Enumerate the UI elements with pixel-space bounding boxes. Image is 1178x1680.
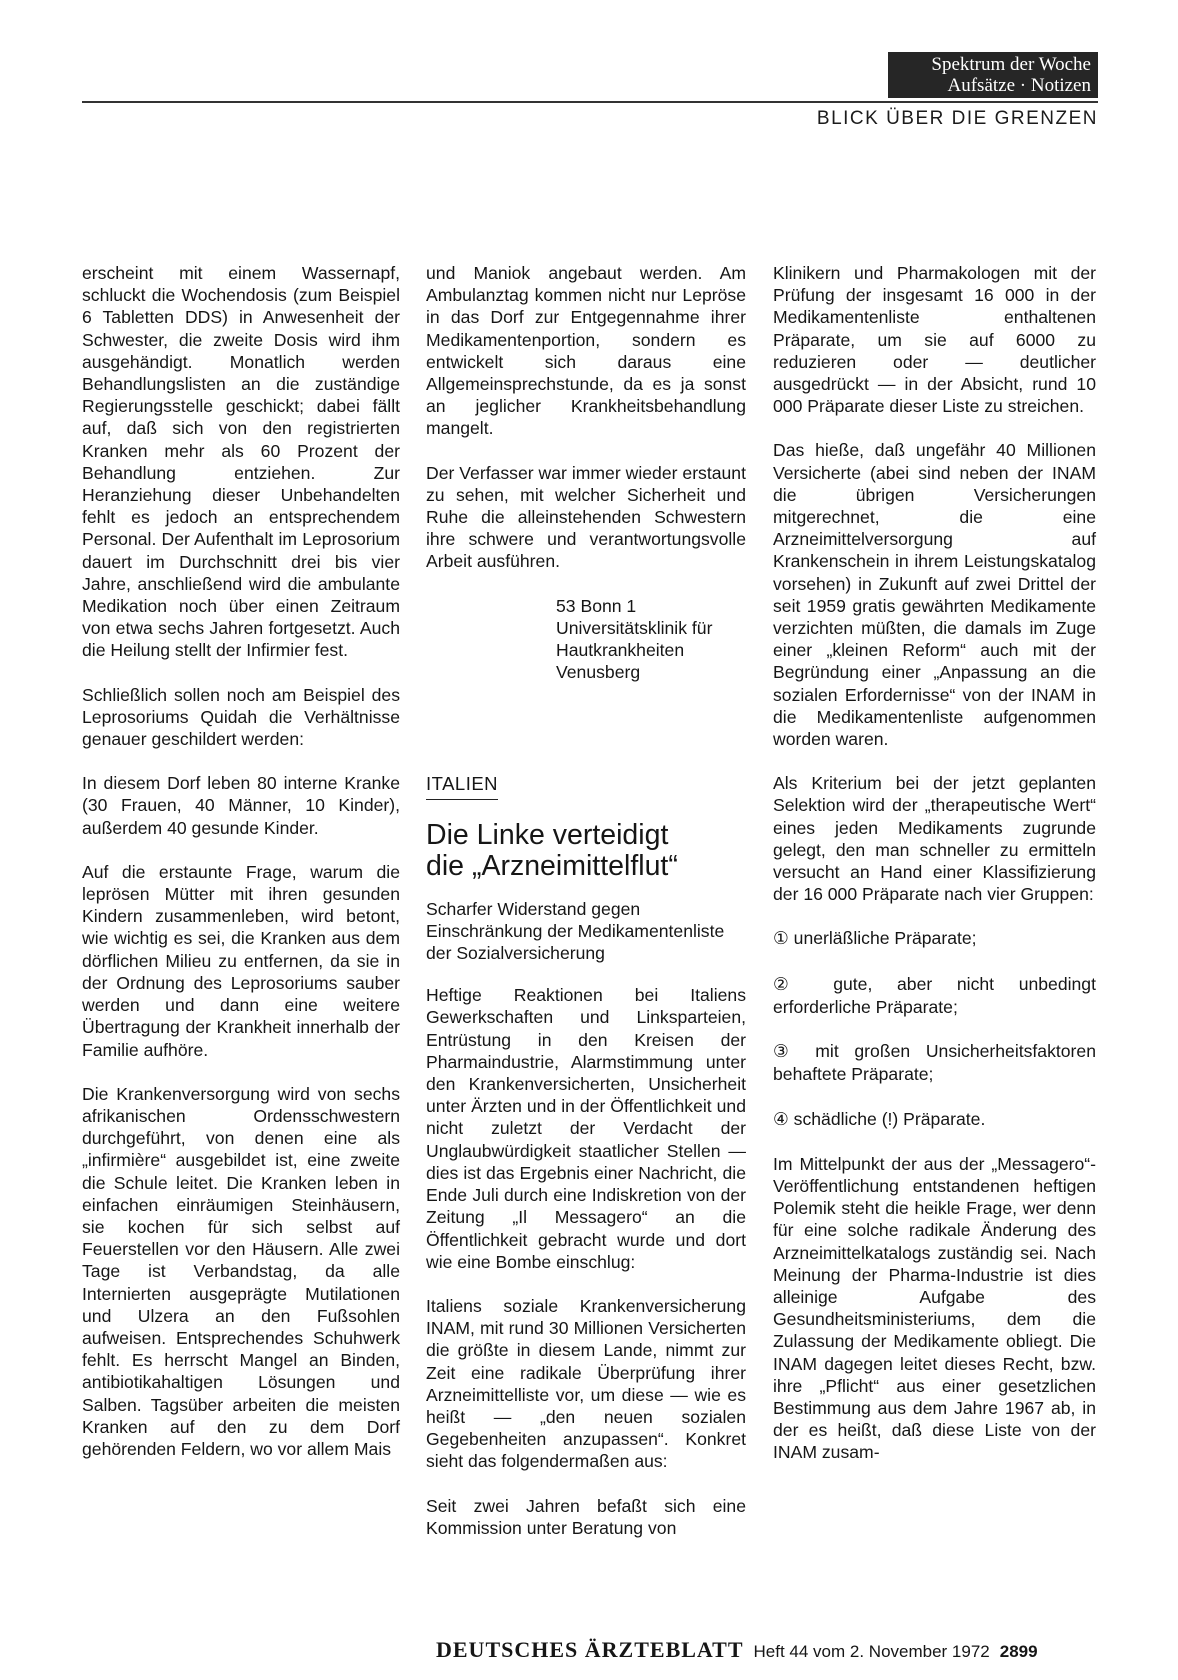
address-line: 53 Bonn 1 [556,595,637,616]
author-address [556,595,746,684]
paragraph: Seit zwei Jahren befaßt sich eine Kommission unter Beratung von [426,1495,746,1538]
journal-section-box [888,52,1098,98]
section-box-line2: Aufsätze · Notizen [947,75,1091,96]
group-item-3 [773,1040,1096,1085]
article-subheadline: Scharfer Widerstand gegen Einschränkung der Medikamentenliste der Sozialversicherung [426,898,725,964]
journal-name: DEUTSCHES ÄRZTEBLATT [436,1637,744,1662]
group-text: gute, aber nicht unbedingt erforderliche Präparate; [773,973,1096,1017]
address-line: Hautkrankheiten [556,640,685,661]
column-1 [82,262,400,1482]
column-3 [773,262,1096,1486]
paragraph: Klinikern und Pharmakologen mit der Prüfung der insgesamt 16 000 in der Medikamentenliste enthaltenen Präparate, um sie auf 6000 zu reduzieren oder — deutlicher ausgedrückt — in der Absicht, rund 10 000 Präparate dieser Liste zu streichen. [773,263,1096,417]
group-item-4 [773,1108,1096,1131]
circled-number: ④ [773,1109,789,1130]
article-kicker: ITALIEN [426,773,498,799]
paragraph: Der Verfasser war immer wieder erstaunt zu sehen, mit welcher Sicherheit und Ruhe die alleinstehenden Schwestern ihre schwere und verantwortungsvolle Arbeit ausführen. [426,462,746,572]
circled-number: ② [773,974,809,995]
issue-info: Heft 44 vom 2. November 1972 [753,1642,990,1661]
group-item-2 [773,973,1096,1018]
paragraph: Auf die erstaunte Frage, warum die leprösen Mütter mit ihren gesunden Kindern zusammenleben, wird betont, wie wichtig es sei, die Kranken aus dem dörflichen Milieu zu entfernen, da sie in der Ordnung des Leprosoriums sauber werden und dann eine weitere Übertragung der Krankheit innerhalb der Familie aufhöre. [82,861,400,1060]
paragraph: Heftige Reaktionen bei Italiens Gewerkschaften und Linksparteien, Entrüstung in den Kreisen der Pharmaindustrie, Alarmstimmung unter den Krankenversicherten, Unsicherheit unter Ärzten und in der Öffentlichkeit und nicht zuletzt der Verdacht der Unglaubwürdigkeit staatlicher Stellen — dies ist das Ergebnis einer Nachricht, die Ende Juli durch eine Indiskretion von der Zeitung „Il Messagero“ an die Öffentlichkeit gebracht wurde und dort wie eine Bombe einschlug: [426,985,746,1272]
header-rule [82,101,1098,103]
paragraph: Die Krankenversorgung wird von sechs afrikanischen Ordensschwestern durchgeführt, von denen eine als „infirmière“ ausgebildet ist, eine zweite die Schule leitet. Die Kranken leben in einfachen einräumigen Steinhäusern, sie kochen für sich selbst auf Feuerstellen vor den Häusern. Alle zwei Tage ist Verbandstag, da alle Internierten ausgeprägte Mutilationen und Ulzera an den Fußsohlen aufweisen. Entsprechendes Schuhwerk fehlt. Es herrscht Mangel an Binden, antibiotikahaltigen Lösungen und Salben. Tagsüber arbeiten die meisten Kranken auf den zu dem Dorf gehörenden Feldern, wo vor allem Mais [82,1083,400,1459]
page-number: 2899 [999,1642,1038,1661]
group-item-1 [773,927,1096,950]
paragraph: In diesem Dorf leben 80 interne Kranke (30 Frauen, 40 Männer, 10 Kinder), außerdem 40 gesunde Kinder. [82,773,400,838]
article-headline [426,820,746,882]
section-label: BLICK ÜBER DIE GRENZEN [816,108,1098,129]
paragraph: Im Mittelpunkt der aus der „Messagero“-Veröffentlichung entstandenen heftigen Polemik steht die heikle Frage, wer denn für eine solche radikale Änderung des Arzneimittelkatalogs zuständig sei. Nach Meinung der Pharma-Industrie ist dies alleinige Aufgabe des Gesundheitsministeriums, dem die Zulassung der Medikamente obliegt. Die INAM dagegen leitet dieses Recht, bzw. ihre „Pflicht“ aus einer gesetzlichen Bestimmung aus dem Jahre 1967 ab, in der es heißt, daß diese Liste von der INAM zusam- [773,1153,1096,1463]
headline-line: die „Arzneimittelflut“ [426,849,678,882]
group-text: mit großen Unsicherheitsfaktoren behaftete Präparate; [773,1041,1096,1085]
column-2 [426,262,746,1561]
paragraph: und Maniok angebaut werden. Am Ambulanztag kommen nicht nur Lepröse in das Dorf zur Entgegennahme ihrer Medikamentenportion, sondern es entwickelt sich daraus eine Allgemeinsprechstunde, da es ja sonst an jeglicher Krankheitsbehandlung mangelt. [426,263,746,439]
group-text: unerläßliche Präparate; [788,928,977,949]
headline-line: Die Linke verteidigt [426,818,669,851]
address-line: Venusberg [556,662,641,683]
page-footer [436,1637,1098,1663]
section-box-line1: Spektrum der Woche [931,54,1091,75]
paragraph: Italiens soziale Krankenversicherung INAM, mit rund 30 Millionen Versicherten die größte in diesem Lande, nimmt zur Zeit eine radikale Überprüfung ihrer Arzneimittelliste vor, um diese — wie es heißt — „den neuen sozialen Gegebenheiten anzupassen“. Konkret sieht das folgendermaßen aus: [426,1295,746,1472]
address-line: Universitätsklinik für [556,617,713,638]
paragraph: erscheint mit einem Wassernapf, schluckt die Wochendosis (zum Beispiel 6 Tabletten DDS) in Anwesenheit der Schwester, die zweite Dosis wird ihm ausgehändigt. Monatlich werden Behandlungslisten an die zuständige Regierungsstelle geschickt; dabei fällt auf, daß sich von den registrierten Kranken mehr als 60 Prozent der Behandlung entziehen. Zur Heranziehung dieser Unbehandelten fehlt es jedoch an entsprechendem Personal. Der Aufenthalt im Leprosorium dauert im Durchschnitt drei bis vier Jahre, anschließend wird die ambulante Medikation noch über einen Zeitraum von etwa sechs Jahren fortgesetzt. Auch die Heilung stellt der Infirmier fest. [82,263,400,661]
paragraph: Als Kriterium bei der jetzt geplanten Selektion wird der „therapeutische Wert“ eines jeden Medikaments zugrunde gelegt, den man schneller zu ermitteln versucht an Hand einer Klassifizierung der 16 000 Präparate nach vier Gruppen: [773,773,1096,905]
group-text: schädliche (!) Präparate. [788,1108,986,1129]
paragraph: Schließlich sollen noch am Beispiel des Leprosoriums Quidah die Verhältnisse genauer geschildert werden: [82,684,400,750]
paragraph: Das hieße, daß ungefähr 40 Millionen Versicherte (abei sind neben der INAM die übrigen Versicherungen mitgerechnet, die eine Arzneimittelversorgung auf Krankenschein in ihrem Leistungskatalog vorsehen) in Zukunft auf zwei Drittel der seit 1959 gratis gewährten Medikamente verzichten müßten, die damals im Zuge einer „kleinen Reform“ auch mit der Begründung einer „Anpassung an die sozialen Erfordernisse“ von der INAM in die Medikamentenliste aufgenommen worden waren. [773,440,1096,750]
circled-number: ③ [773,1042,800,1063]
circled-number: ① [773,929,789,950]
